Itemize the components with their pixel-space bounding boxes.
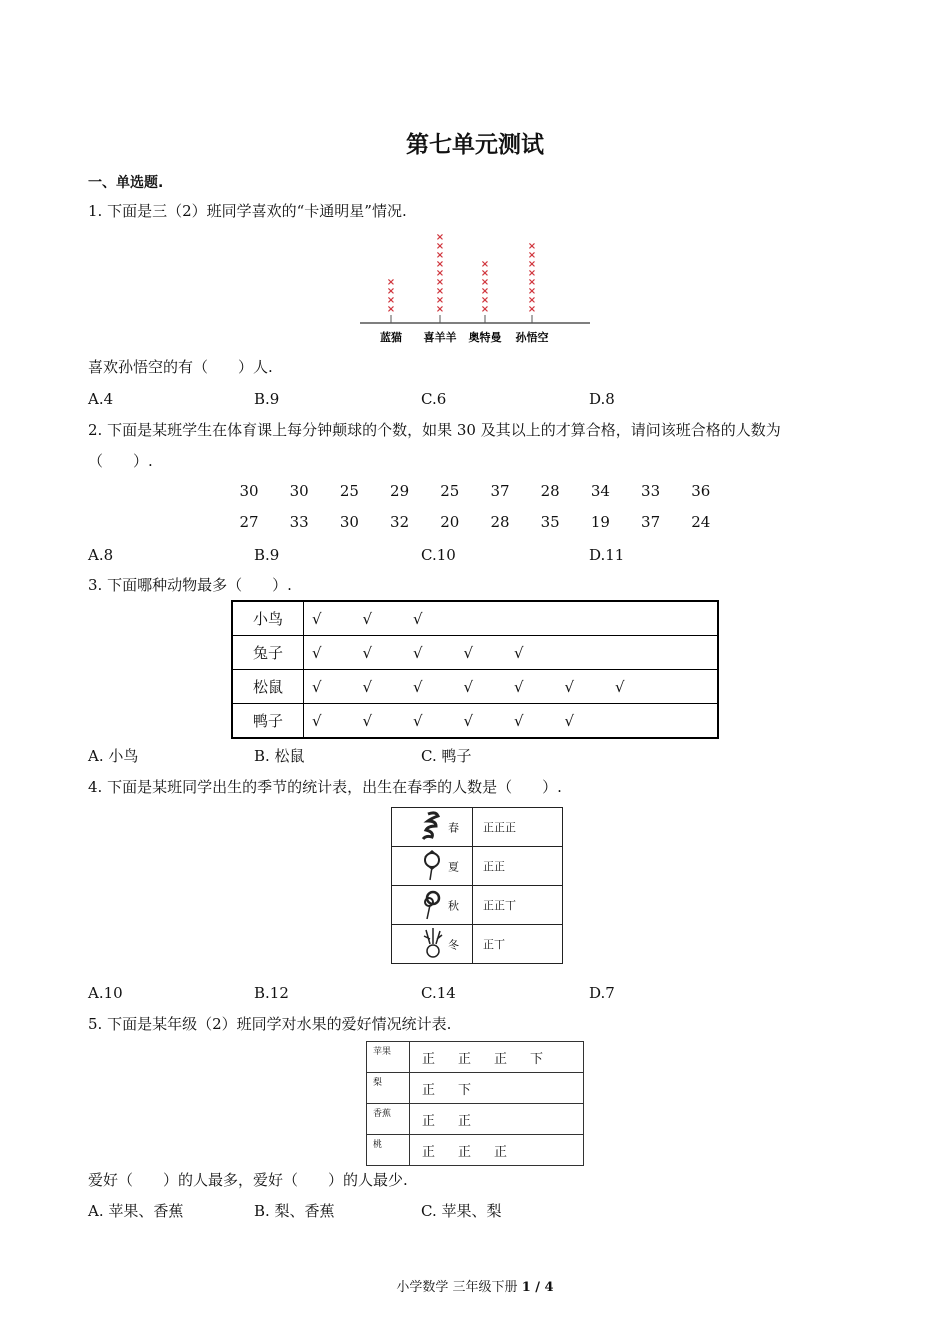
q3-checkmarks xyxy=(304,704,719,739)
q1-mark: × xyxy=(435,286,445,297)
q2-value: 37 xyxy=(641,513,661,531)
q1-stem: 1. 下面是三（2）班同学喜欢的“卡通明星”情况. xyxy=(88,202,407,220)
q3-stem: 3. 下面哪种动物最多（ ）. xyxy=(88,576,292,594)
tally-mark: 正 xyxy=(422,1051,436,1067)
q5-tally xyxy=(410,1042,584,1073)
check-mark: √ xyxy=(514,643,524,662)
q4-season-label: 秋 xyxy=(448,899,459,912)
q1-mark: × xyxy=(435,304,445,315)
q3-animal-label: 兔子 xyxy=(232,636,304,670)
footer-text: 小学数学 三年级下册 xyxy=(396,1280,522,1295)
q1-mark: × xyxy=(386,277,396,288)
q3-animal-label: 松鼠 xyxy=(232,670,304,704)
q2-value: 28 xyxy=(490,513,510,531)
check-mark: √ xyxy=(312,643,322,662)
q2-stem: 2. 下面是某班学生在体育课上每分钟颠球的个数，如果 30 及其以上的才算合格，请问该班合格的人数为 xyxy=(88,421,781,439)
q1-question: 喜欢孙悟空的有（ ）人. xyxy=(88,358,273,376)
flower-icon xyxy=(418,926,448,963)
q1-mark: × xyxy=(386,304,396,315)
q1-category-label: 孙悟空 xyxy=(515,331,549,344)
q5-row xyxy=(367,1042,584,1073)
page-title: 第七单元测试 xyxy=(406,132,544,158)
q1-mark: × xyxy=(480,286,490,297)
q4-table xyxy=(391,807,563,964)
q4-row xyxy=(392,808,563,847)
q1-mark: × xyxy=(386,286,396,297)
q3-row xyxy=(232,704,718,739)
q5-option-c[interactable]: C. 苹果、梨 xyxy=(421,1202,502,1220)
q1-mark: × xyxy=(435,232,445,243)
q4-season-label: 春 xyxy=(448,821,459,834)
q2-option-b[interactable]: B.9 xyxy=(254,546,280,564)
q1-mark: × xyxy=(435,268,445,279)
check-mark: √ xyxy=(312,677,322,696)
q3-animal-label: 鸭子 xyxy=(232,704,304,739)
q1-mark: × xyxy=(527,286,537,297)
q3-animal-label: 小鸟 xyxy=(232,601,304,636)
q1-mark: × xyxy=(527,268,537,279)
q2-value: 32 xyxy=(390,513,410,531)
q4-stem: 4. 下面是某班同学出生的季节的统计表，出生在春季的人数是（ ）. xyxy=(88,778,562,796)
q5-fruit-label: 桃 xyxy=(367,1135,410,1166)
page-number: 1 / 4 xyxy=(521,1280,554,1295)
q1-mark: × xyxy=(527,241,537,252)
tally-mark: 正 xyxy=(422,1113,436,1129)
q1-mark: × xyxy=(527,259,537,270)
check-mark: √ xyxy=(615,677,625,696)
q2-value: 33 xyxy=(641,482,661,500)
q2-value: 19 xyxy=(590,513,610,531)
q1-mark: × xyxy=(435,277,445,288)
q1-mark: × xyxy=(480,268,490,279)
q4-tally: 正正正 xyxy=(473,808,563,847)
check-mark: √ xyxy=(312,609,322,628)
q2-option-d[interactable]: D.11 xyxy=(589,546,625,564)
q5-question: 爱好（ ）的人最多，爱好（ ）的人最少. xyxy=(88,1171,408,1189)
section-heading: 一、单选题. xyxy=(88,175,164,191)
tally-mark: 下 xyxy=(458,1082,472,1098)
q5-fruit-label: 苹果 xyxy=(367,1042,410,1073)
q3-row xyxy=(232,670,718,704)
check-mark: √ xyxy=(463,643,474,662)
q1-mark: × xyxy=(435,241,445,252)
q2-value: 25 xyxy=(339,482,359,500)
tally-mark: 正 xyxy=(494,1051,508,1067)
q4-row xyxy=(392,847,563,886)
check-mark: √ xyxy=(362,677,373,696)
q5-row xyxy=(367,1104,584,1135)
check-mark: √ xyxy=(312,711,322,730)
tally-mark: 下 xyxy=(530,1051,544,1067)
q3-row xyxy=(232,601,718,636)
q1-mark: × xyxy=(527,277,537,288)
q4-option-c[interactable]: C.14 xyxy=(421,984,456,1002)
q2-value: 29 xyxy=(390,482,410,500)
q1-option-b[interactable]: B.9 xyxy=(254,390,280,408)
check-mark: √ xyxy=(413,609,423,628)
tally-mark: 正 xyxy=(422,1144,436,1160)
q5-option-a[interactable]: A. 苹果、香蕉 xyxy=(88,1202,184,1220)
q1-category-label: 蓝猫 xyxy=(380,331,402,344)
q2-value: 36 xyxy=(691,482,711,500)
q1-mark: × xyxy=(435,259,445,270)
q4-season-cell xyxy=(392,847,473,886)
q3-row xyxy=(232,636,718,670)
check-mark: √ xyxy=(564,677,575,696)
q3-checkmarks xyxy=(304,601,719,636)
q2-option-a[interactable]: A.8 xyxy=(88,546,114,564)
q4-option-a[interactable]: A.10 xyxy=(88,984,123,1002)
q5-row xyxy=(367,1073,584,1104)
q4-tally: 正正丅 xyxy=(473,886,563,925)
q5-option-b[interactable]: B. 梨、香蕉 xyxy=(254,1202,335,1220)
q3-option-b[interactable]: B. 松鼠 xyxy=(254,747,305,765)
check-mark: √ xyxy=(463,711,474,730)
q5-tally xyxy=(410,1073,584,1104)
tally-mark: 正 xyxy=(458,1144,472,1160)
q1-mark-chart xyxy=(355,228,595,348)
q5-fruit-label: 香蕉 xyxy=(367,1104,410,1135)
q5-row xyxy=(367,1135,584,1166)
check-mark: √ xyxy=(463,677,474,696)
q5-fruit-label: 梨 xyxy=(367,1073,410,1104)
tally-mark: 正 xyxy=(422,1082,436,1098)
flower-icon xyxy=(418,849,448,884)
q2-value: 27 xyxy=(239,513,259,531)
check-mark: √ xyxy=(413,711,423,730)
q1-mark: × xyxy=(480,259,490,270)
q5-tally xyxy=(410,1135,584,1166)
q2-option-c[interactable]: C.10 xyxy=(421,546,456,564)
q4-season-label: 冬 xyxy=(448,938,459,951)
q5-table xyxy=(366,1041,584,1166)
check-mark: √ xyxy=(514,677,524,696)
q1-option-a[interactable]: A.4 xyxy=(88,390,114,408)
q2-value: 30 xyxy=(239,482,259,500)
q4-season-cell xyxy=(392,808,473,847)
q1-mark: × xyxy=(527,295,537,306)
q1-mark: × xyxy=(435,250,445,261)
q3-table xyxy=(231,600,719,739)
tally-mark: 正 xyxy=(458,1113,472,1129)
q4-row xyxy=(392,925,563,964)
check-mark: √ xyxy=(362,711,373,730)
q2-value: 25 xyxy=(440,482,460,500)
page-footer xyxy=(0,1276,950,1295)
q3-option-a[interactable]: A. 小鸟 xyxy=(88,747,139,765)
q3-option-c[interactable]: C. 鸭子 xyxy=(421,747,472,765)
q5-tally xyxy=(410,1104,584,1135)
q2-value: 34 xyxy=(590,482,610,500)
check-mark: √ xyxy=(362,643,373,662)
q1-option-c[interactable]: C.6 xyxy=(421,390,447,408)
q2-value: 37 xyxy=(490,482,510,500)
q4-tally: 正正 xyxy=(473,847,563,886)
q2-value: 24 xyxy=(691,513,711,531)
q2-value: 28 xyxy=(540,482,560,500)
tally-mark: 正 xyxy=(458,1051,472,1067)
check-mark: √ xyxy=(362,609,373,628)
q1-mark: × xyxy=(435,295,445,306)
check-mark: √ xyxy=(413,677,423,696)
check-mark: √ xyxy=(564,711,575,730)
q4-option-d[interactable]: D.7 xyxy=(589,984,615,1002)
q1-mark: × xyxy=(480,277,490,288)
q1-mark: × xyxy=(480,295,490,306)
q1-category-label: 喜羊羊 xyxy=(423,331,457,344)
q1-option-d[interactable]: D.8 xyxy=(589,390,615,408)
q1-category-label: 奥特曼 xyxy=(468,331,502,344)
q4-season-label: 夏 xyxy=(448,860,459,873)
q4-season-cell xyxy=(392,886,473,925)
q4-option-b[interactable]: B.12 xyxy=(254,984,289,1002)
q1-mark: × xyxy=(527,250,537,261)
q2-value: 20 xyxy=(440,513,460,531)
q3-checkmarks xyxy=(304,670,719,704)
q1-mark: × xyxy=(480,304,490,315)
q2-stem-blank: （ ）. xyxy=(88,452,153,470)
flower-icon xyxy=(418,810,448,845)
q2-value: 35 xyxy=(540,513,560,531)
q2-value: 33 xyxy=(289,513,309,531)
check-mark: √ xyxy=(413,643,423,662)
q4-row xyxy=(392,886,563,925)
q3-checkmarks xyxy=(304,636,719,670)
check-mark: √ xyxy=(514,711,524,730)
q1-mark: × xyxy=(386,295,396,306)
q1-mark: × xyxy=(527,304,537,315)
flower-icon xyxy=(418,888,448,923)
q2-value: 30 xyxy=(339,513,359,531)
tally-mark: 正 xyxy=(494,1144,508,1160)
q5-stem: 5. 下面是某年级（2）班同学对水果的爱好情况统计表. xyxy=(88,1015,452,1033)
q4-tally: 正丅 xyxy=(473,925,563,964)
q4-season-cell xyxy=(392,925,473,964)
q2-value: 30 xyxy=(289,482,309,500)
